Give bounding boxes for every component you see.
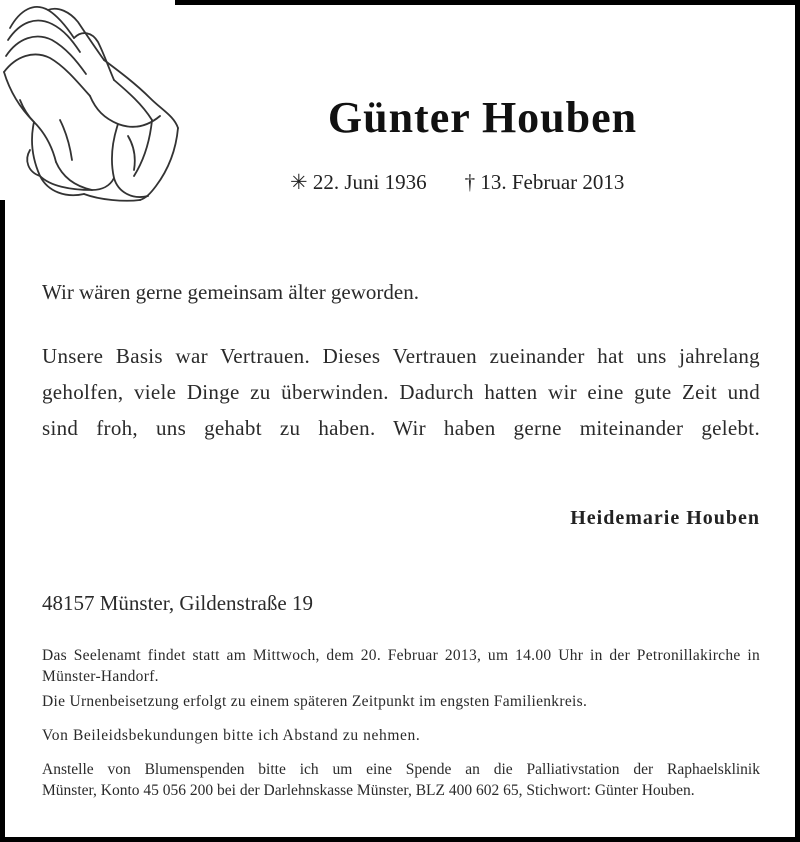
- urn-burial-info: Die Urnenbeisetzung erfolgt zu einem späteren Zeitpunkt im engsten Familienkreis.: [42, 693, 588, 710]
- frame-bottom-border: [0, 837, 800, 842]
- life-dates: [290, 170, 624, 195]
- memorial-text-line: Unsere Basis war Vertrauen. Dieses Vertrauen zueinander hat uns jahrelang: [42, 344, 760, 368]
- funeral-info: Das Seelenamt findet statt am Mittwoch, dem 20. Februar 2013, um 14.00 Uhr in der Petronillakirche in Münster-Handorf.: [42, 647, 760, 685]
- birth-date: ✳ 22. Juni 1936: [290, 170, 427, 194]
- condolence-note: Von Beileidsbekundungen bitte ich Abstand zu nehmen.: [42, 727, 421, 744]
- donation-line: Anstelle von Blumenspenden bitte ich um eine Spende an die Palliativstation der Raphaelsklinik: [42, 761, 760, 778]
- frame-left-border: [0, 200, 5, 842]
- donation-info: [42, 759, 760, 801]
- address: 48157 Münster, Gildenstraße 19: [42, 591, 313, 615]
- memorial-text-line: sind froh, uns gehabt zu haben. Wir haben gerne miteinander gelebt.: [42, 416, 760, 440]
- death-date: † 13. Februar 2013: [464, 170, 625, 194]
- donation-line: Münster, Konto 45 056 200 bei der Darlehnskasse Münster, BLZ 400 602 65, Stichwort: Günter Houben.: [42, 782, 695, 799]
- deceased-name: Günter Houben: [327, 93, 638, 142]
- frame-top-border: [175, 0, 800, 5]
- quote-line: Wir wären gerne gemeinsam älter geworden.: [42, 280, 419, 304]
- signature: Heidemarie Houben: [570, 507, 760, 529]
- memorial-text: [42, 338, 760, 446]
- memorial-text-line: geholfen, viele Dinge zu überwinden. Dadurch hatten wir eine gute Zeit und: [42, 380, 760, 404]
